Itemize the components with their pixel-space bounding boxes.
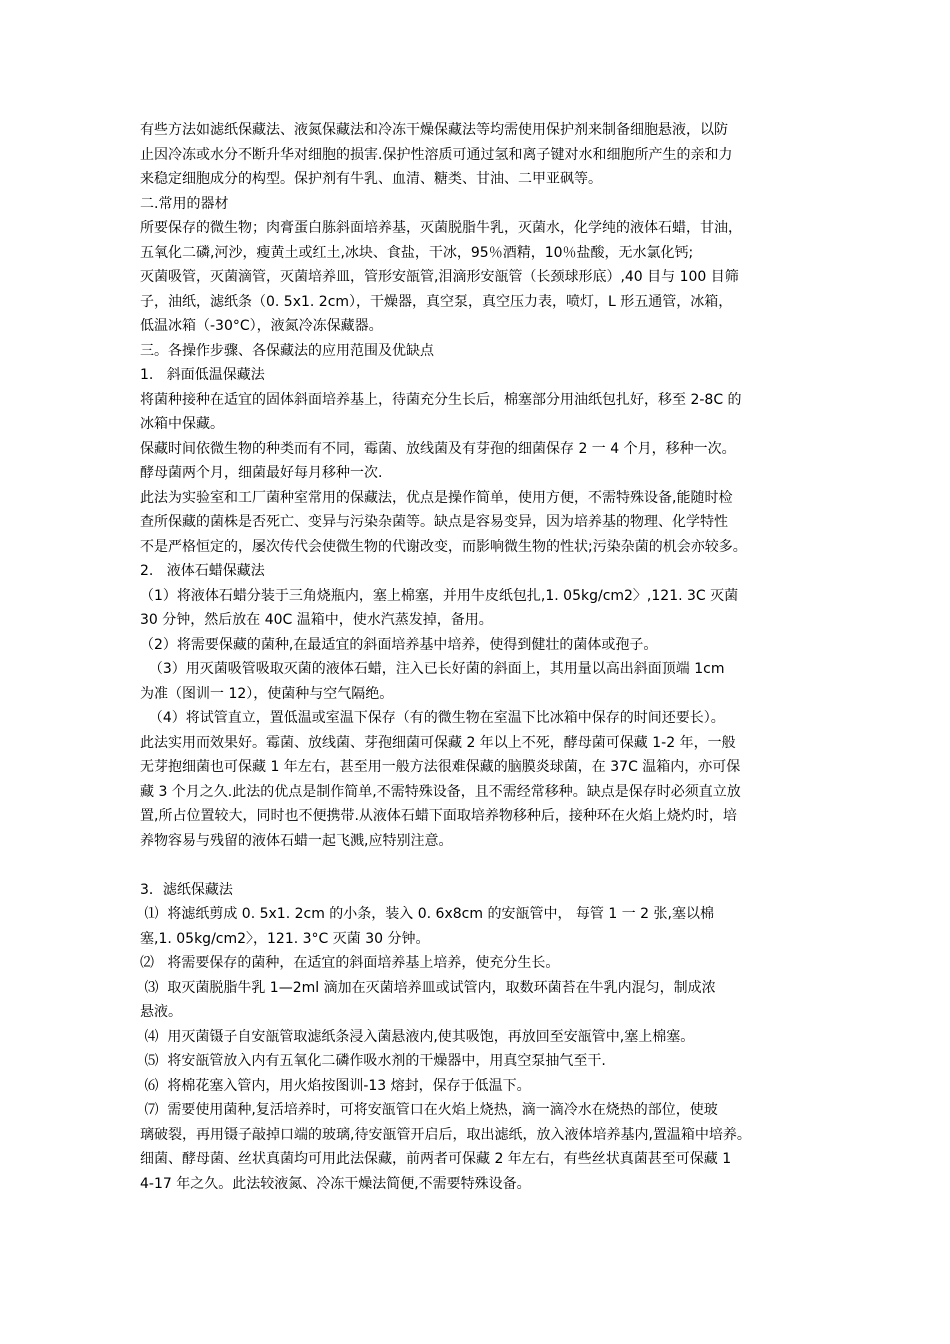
text-line: 止因冷冻或水分不断升华对细胞的损害.保护性溶质可通过氢和离子键对水和细胞所产生的亲和力: [140, 146, 733, 163]
text-line: 细菌、酵母菌、丝状真菌均可用此法保藏，前两者可保藏 2 年左右，有些丝状真菌甚至可保藏 1: [140, 1151, 732, 1167]
text-line: 悬液。: [140, 1004, 182, 1020]
text-line: 将菌种接种在适宜的固体斜面培养基上，待菌充分生长后，棉塞部分用油纸包扎好，移至 2-8C 的: [140, 391, 742, 408]
text-line: 子，油纸，滤纸条（0. 5x1. 2cm），干燥器，真空泵，真空压力表，喷灯，L 形五通管，冰箱，: [140, 293, 733, 310]
text-line: 1. 斜面低温保藏法: [140, 367, 265, 383]
text-line: 藏 3 个月之久.此法的优点是制作简单,不需特殊设备，且不需经常移种。缺点是保存时必须直立放: [140, 783, 741, 800]
text-line: 2. 液体石蜡保藏法: [140, 563, 265, 579]
text-line: 置,所占位置较大，同时也不便携带.从液体石蜡下面取培养物移种后，接种环在火焰上烧灼时，培: [140, 808, 737, 824]
blank-line: [140, 853, 830, 878]
text-line: ⑺ 需要使用菌种,复活培养时，可将安瓿管口在火焰上烧热，滴一滴冷水在烧热的部位，使玻: [140, 1102, 718, 1118]
text-line: ⑸ 将安瓿管放入内有五氧化二磷作吸水剂的干燥器中，用真空泵抽气至干.: [140, 1053, 606, 1069]
text-line: ⑷ 用灭菌镊子自安瓿管取滤纸条浸入菌悬液内,使其吸饱，再放回至安瓿管中,塞上棉塞。: [140, 1028, 695, 1045]
text-line: 所要保存的微生物；肉膏蛋白胨斜面培养基，灭菌脱脂牛乳，灭菌水，化学纯的液体石蜡，甘油，: [140, 220, 742, 236]
text-line: 三。各操作步骤、各保藏法的应用范围及优缺点: [140, 342, 434, 359]
text-line: 灭菌吸管，灭菌滴管，灭菌培养皿，管形安瓿管,泪滴形安瓿管（长颈球形底）,40 目与 100 目筛: [140, 269, 739, 285]
text-line: （4）将试管直立，置低温或室温下保存（有的微生物在室温下比冰箱中保存的时间还要长）。: [140, 710, 725, 726]
text-line: 4-17 年之久。此法较液氮、冷冻干燥法简便,不需要特殊设备。: [140, 1175, 531, 1192]
text-line: 此法实用而效果好。霉菌、放线菌、芽孢细菌可保藏 2 年以上不死，酵母菌可保藏 1-2 年，一般: [140, 734, 736, 751]
text-line: ⑵ 将需要保存的菌种，在适宜的斜面培养基上培养，使充分生长。: [140, 955, 560, 971]
text-line: 低温冰箱（-30°C），液氮冷冻保藏器。: [140, 318, 383, 334]
text-line: 来稳定细胞成分的构型。保护剂有牛乳、血清、糖类、甘油、二甲亚砜等。: [140, 171, 602, 187]
text-line: 冰箱中保藏。: [140, 416, 224, 432]
text-line: 塞,1. 05kg/cm2〉，121. 3°C 灭菌 30 分钟。: [140, 930, 430, 947]
text-line: ⑶ 取灭菌脱脂牛乳 1—2ml 滴加在灭菌培养皿或试管内，取数环菌苔在牛乳内混匀，制成浓: [140, 979, 716, 996]
text-line: 养物容易与残留的液体石蜡一起飞溅,应特别注意。: [140, 832, 453, 849]
text-line: 为准（图训一 12），使菌种与空气隔绝。: [140, 685, 394, 702]
text-line: ⑴ 将滤纸剪成 0. 5x1. 2cm 的小条，装入 0. 6x8cm 的安瓿管中， 每管 1 一 2 张,塞以棉: [140, 906, 714, 922]
text-line: （1）将液体石蜡分装于三角烧瓶内，塞上棉塞，并用牛皮纸包扎,1. 05kg/cm2〉,121. 3C 灭菌: [140, 587, 739, 604]
text-line: 30 分钟，然后放在 40C 温箱中，使水汽蒸发掉，备用。: [140, 612, 493, 628]
text-line: 不是严格恒定的，屡次传代会使微生物的代谢改变，而影响微生物的性状;污染杂菌的机会亦较多。: [140, 538, 747, 555]
text-line: 五氧化二磷,河沙，瘦黄土或红土,冰块、食盐，干冰，95％酒精，10％盐酸，无水氯化钙;: [140, 244, 694, 261]
text-line: 璃破裂，再用镊子敲掉口端的玻璃,待安瓿管开启后，取出滤纸，放入液体培养基内,置温箱中培养。: [140, 1126, 751, 1143]
text-line: 二.常用的器材: [140, 195, 229, 212]
document-body: [140, 118, 830, 1196]
text-line: 此法为实验室和工厂菌种室常用的保藏法，优点是操作简单，使用方便，不需特殊设备,能随时检: [140, 489, 733, 506]
text-line: 有些方法如滤纸保藏法、液氮保藏法和冷冻干燥保藏法等均需使用保护剂来制备细胞悬液，以防: [140, 122, 728, 138]
text-line: 查所保藏的菌株是否死亡、变异与污染杂菌等。缺点是容易变异，因为培养基的物理、化学特性: [140, 514, 728, 530]
text-line: （3）用灭菌吸管吸取灭菌的液体石蜡，注入已长好菌的斜面上，其用量以高出斜面顶端 1cm: [140, 661, 725, 677]
text-line: 保藏时间依微生物的种类而有不同，霉菌、放线菌及有芽孢的细菌保存 2 一 4 个月，移种一次。: [140, 440, 736, 457]
text-line: 无芽抱细菌也可保藏 1 年左右，甚至用一般方法很难保藏的脑膜炎球菌，在 37C 温箱内，亦可保: [140, 759, 741, 775]
text-line: 3．滤纸保藏法: [140, 881, 233, 898]
text-line: 酵母菌两个月，细菌最好每月移种一次.: [140, 465, 383, 481]
text-line: （2）将需要保藏的菌种,在最适宜的斜面培养基中培养，使得到健壮的菌体或孢子。: [140, 636, 658, 653]
text-line: ⑹ 将棉花塞入管内，用火焰按图训-13 熔封，保存于低温下。: [140, 1077, 531, 1094]
